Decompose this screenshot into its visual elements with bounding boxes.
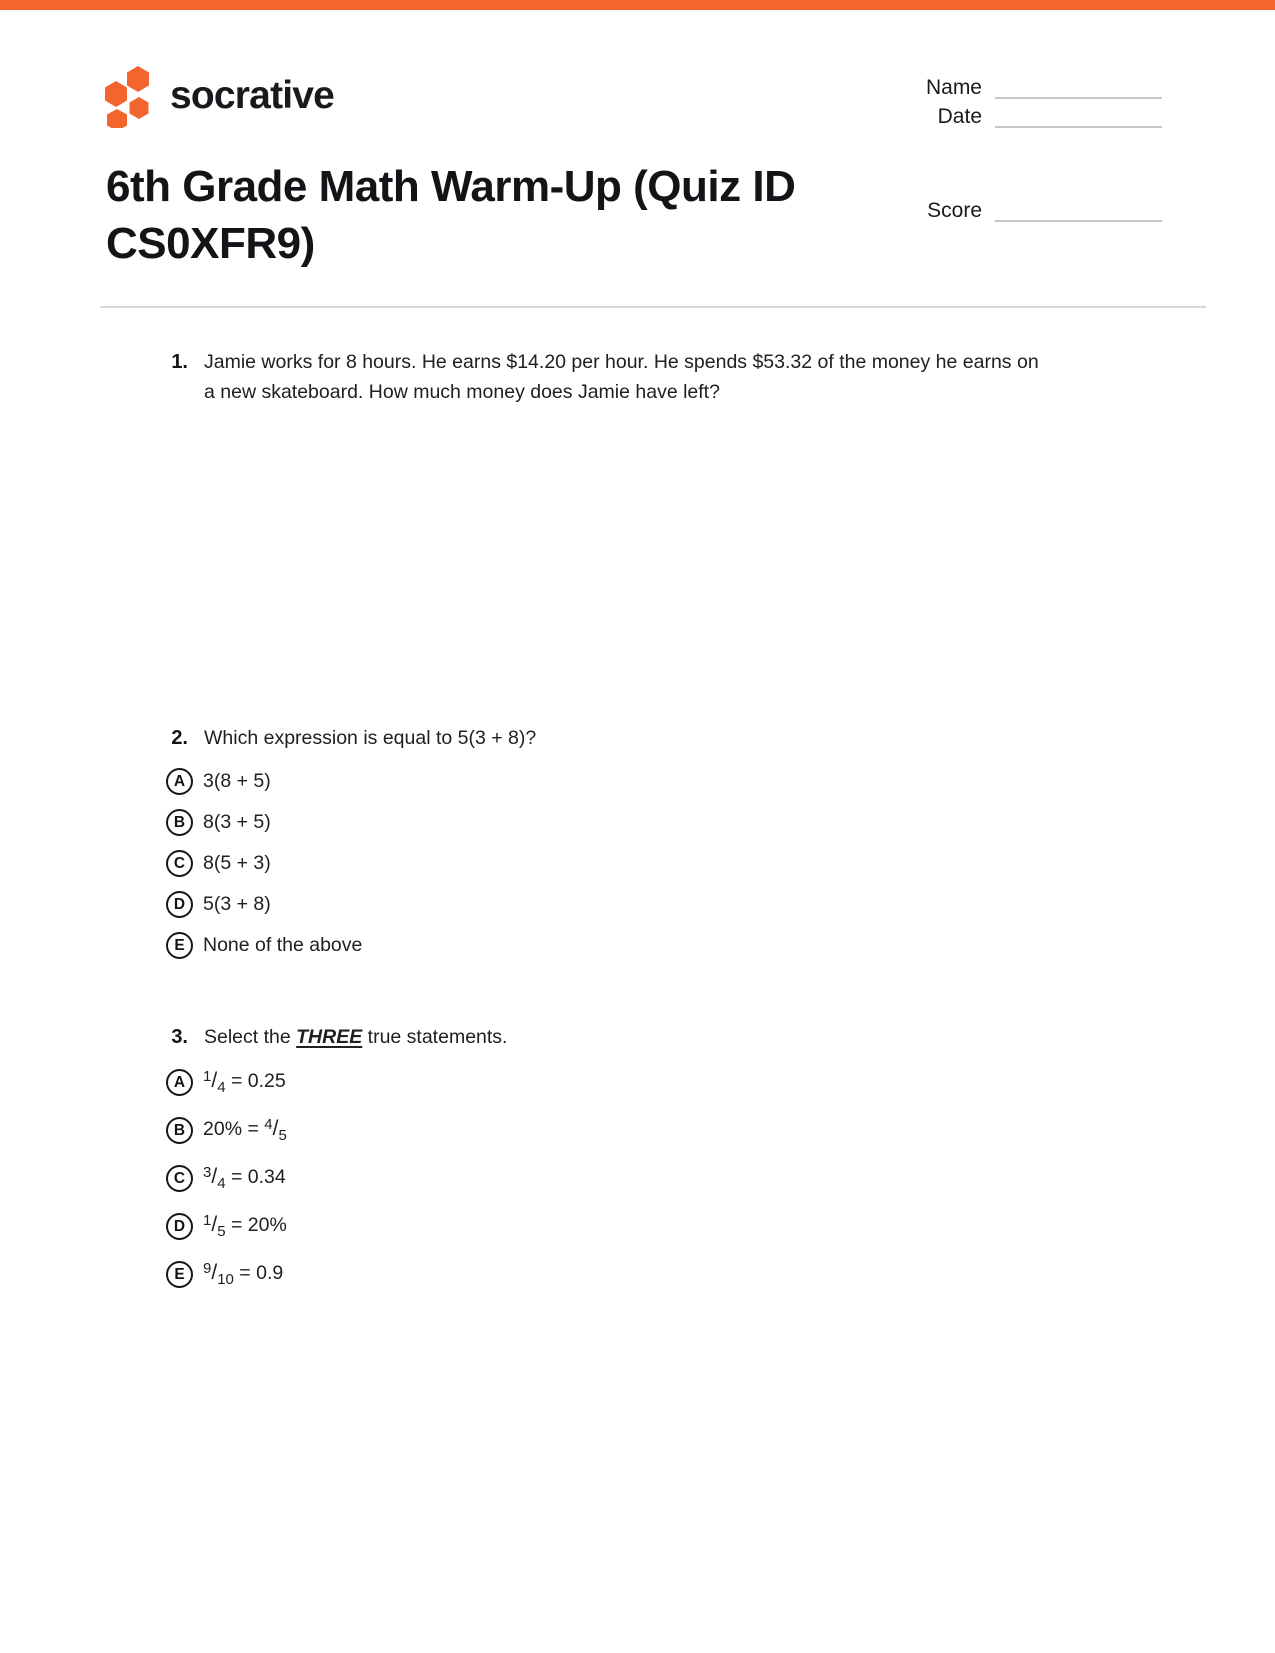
question-number: 2. bbox=[171, 727, 188, 749]
answer-option-e bbox=[160, 1250, 507, 1298]
name-blank-line bbox=[995, 74, 1162, 99]
answer-option-e bbox=[160, 925, 536, 966]
option-label: $20\% = ^4/_5$ bbox=[203, 1116, 287, 1144]
socrative-logo bbox=[104, 64, 334, 128]
option-label: $^9/_{10} = 0.9$ bbox=[203, 1260, 284, 1288]
option-label: 8(5 + 3) bbox=[203, 852, 271, 874]
option-label: 3(8 + 5) bbox=[203, 770, 271, 792]
option-letter-badge: B bbox=[166, 1117, 193, 1144]
question-text bbox=[204, 1022, 507, 1052]
name-date-block bbox=[858, 74, 1162, 132]
question-1 bbox=[160, 347, 1054, 407]
question-1-head bbox=[160, 347, 1054, 407]
score-field-row bbox=[858, 197, 1162, 226]
question-3-options bbox=[160, 1058, 507, 1298]
answer-option-d bbox=[160, 884, 536, 925]
option-letter-badge: A bbox=[166, 768, 193, 795]
logo-hexagons-icon bbox=[104, 64, 158, 128]
question-text: Which expression is equal to 5(3 + 8)? bbox=[204, 727, 537, 749]
score-block bbox=[858, 197, 1162, 226]
question-text-post: true statements. bbox=[362, 1026, 508, 1048]
score-blank-line bbox=[995, 197, 1162, 222]
option-label: 5(3 + 8) bbox=[203, 893, 271, 915]
question-2-head bbox=[160, 723, 536, 753]
question-number: 3. bbox=[171, 1026, 188, 1048]
answer-option-a bbox=[160, 1058, 507, 1106]
question-2-options bbox=[160, 761, 536, 966]
question-number: 1. bbox=[171, 351, 188, 373]
option-label: $^3/_4 = 0.34$ bbox=[203, 1164, 286, 1192]
answer-option-c bbox=[160, 1154, 507, 1202]
question-2 bbox=[160, 723, 536, 966]
name-label: Name bbox=[925, 76, 982, 99]
option-label: $^1/_4 = 0.25$ bbox=[203, 1068, 286, 1096]
option-letter-badge: D bbox=[166, 1213, 193, 1240]
question-3 bbox=[160, 1022, 507, 1298]
question-text: Jamie works for 8 hours. He earns $14.20 per hour. He spends $53.32 of the money he earns on a new skateboard. How much money does Jamie have left? bbox=[204, 351, 1039, 403]
date-field-row bbox=[858, 103, 1162, 132]
option-letter-badge: E bbox=[166, 1261, 193, 1288]
question-text-pre: Select the bbox=[204, 1026, 297, 1048]
answer-option-c bbox=[160, 843, 536, 884]
option-letter-badge: C bbox=[166, 1165, 193, 1192]
date-blank-line bbox=[995, 103, 1162, 128]
answer-option-a bbox=[160, 761, 536, 802]
question-3-head bbox=[160, 1022, 507, 1052]
top-accent-bar bbox=[0, 0, 1275, 10]
question-text-emphasis: THREE bbox=[296, 1026, 363, 1048]
answer-option-b bbox=[160, 802, 536, 843]
option-letter-badge: D bbox=[166, 891, 193, 918]
logo-wordmark: socrative bbox=[170, 74, 335, 117]
header-divider bbox=[100, 306, 1206, 308]
option-letter-badge: A bbox=[166, 1069, 193, 1096]
option-letter-badge: E bbox=[166, 932, 193, 959]
quiz-title: 6th Grade Math Warm-Up (Quiz ID CS0XFR9) bbox=[106, 162, 796, 268]
name-field-row bbox=[858, 74, 1162, 103]
answer-option-d bbox=[160, 1202, 507, 1250]
date-label: Date bbox=[937, 105, 982, 128]
option-letter-badge: C bbox=[166, 850, 193, 877]
score-label: Score bbox=[927, 199, 982, 222]
option-label: None of the above bbox=[203, 934, 363, 956]
option-label: 8(3 + 5) bbox=[203, 811, 271, 833]
answer-option-b bbox=[160, 1106, 507, 1154]
option-label: $^1/_5 = 20\%$ bbox=[203, 1212, 287, 1240]
option-letter-badge: B bbox=[166, 809, 193, 836]
